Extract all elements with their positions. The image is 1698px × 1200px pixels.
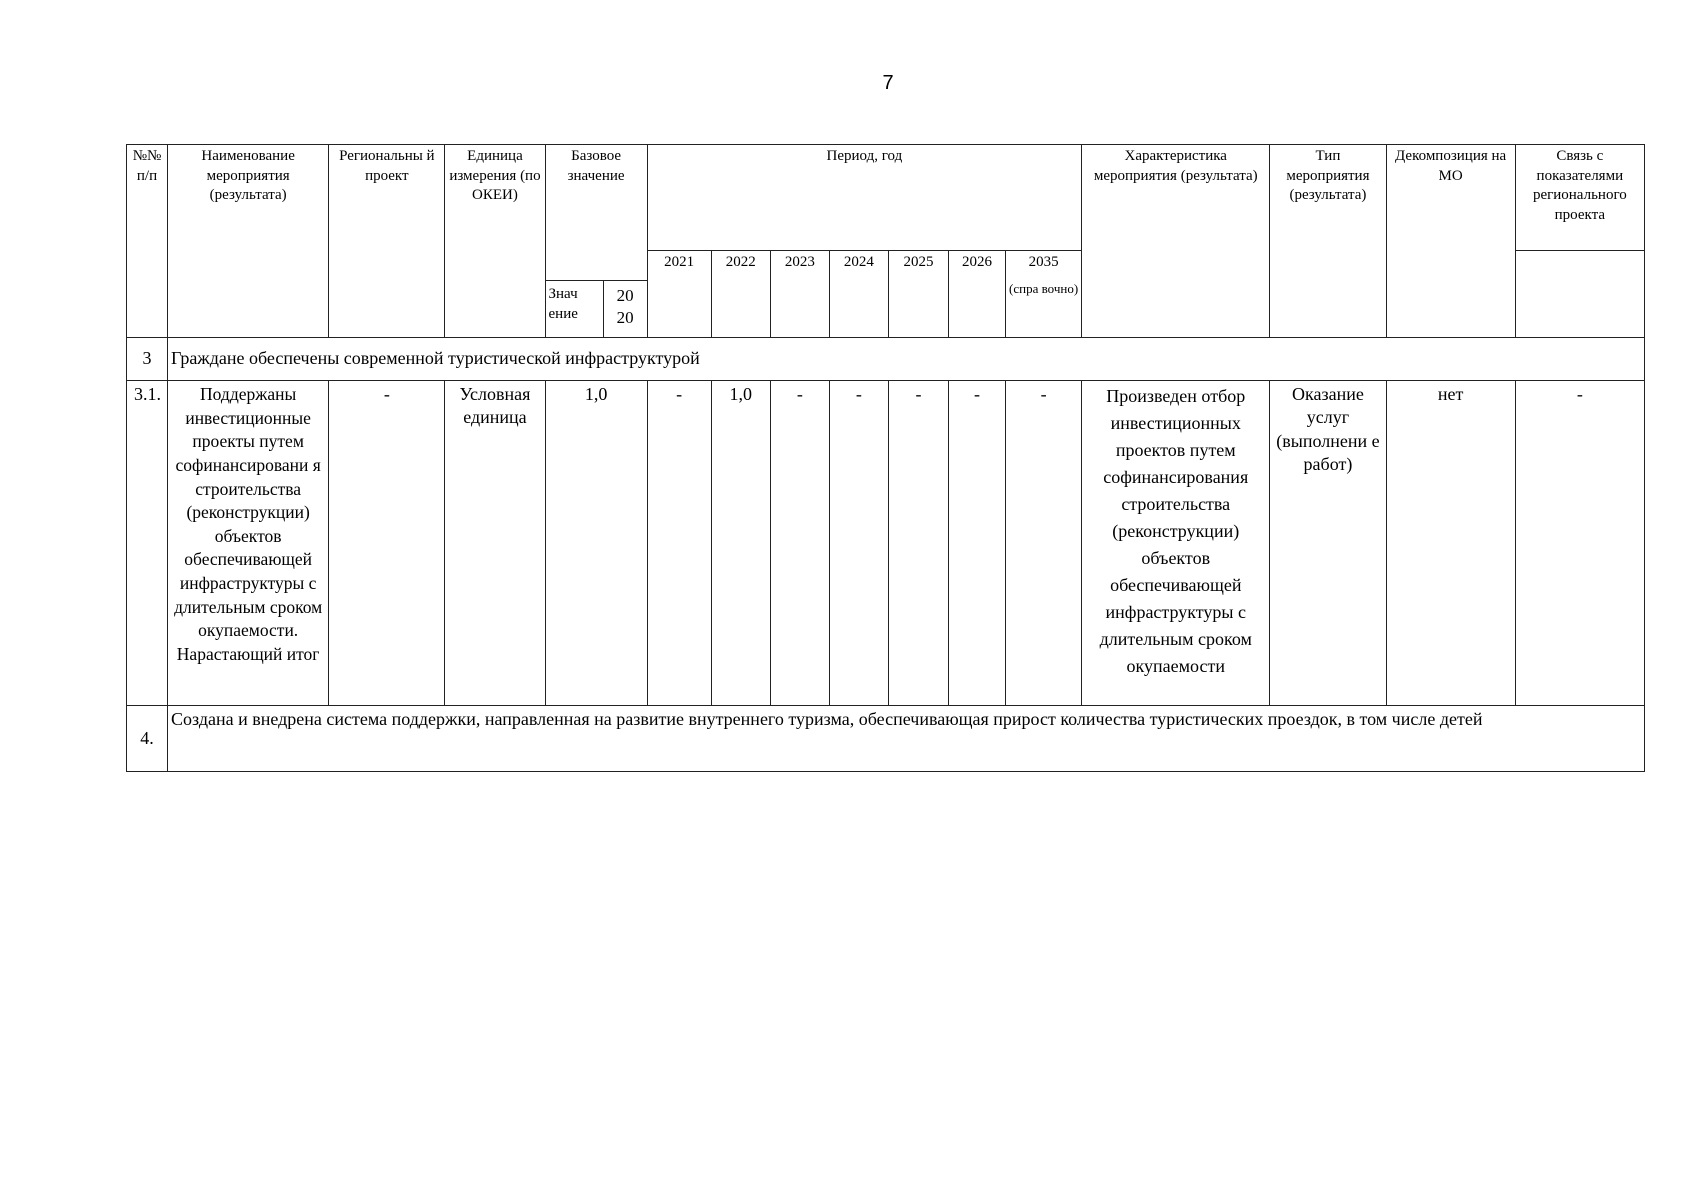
header-year-2025: 2025 bbox=[888, 251, 948, 338]
header-num: №№ п/п bbox=[127, 145, 168, 338]
section-4-title: Создана и внедрена система поддержки, направленная на развитие внутреннего туризма, обеспечивающая прирост количества туристических проездок, в том числе детей bbox=[168, 706, 1645, 772]
row-3-1-2024: - bbox=[829, 381, 888, 706]
row-3-1-2021: - bbox=[647, 381, 711, 706]
header-decomposition: Декомпозиция на МО bbox=[1386, 145, 1515, 338]
header-type: Тип мероприятия (результата) bbox=[1270, 145, 1386, 338]
row-3-1-2026: - bbox=[948, 381, 1005, 706]
header-unit: Единица измерения (по ОКЕИ) bbox=[445, 145, 545, 338]
activities-table bbox=[126, 144, 1645, 772]
section-3-title: Граждане обеспечены современной туристической инфраструктурой bbox=[168, 338, 1645, 381]
row-3-1-2023: - bbox=[770, 381, 829, 706]
header-base: Базовое значение bbox=[545, 145, 647, 281]
header-name: Наименование мероприятия (результата) bbox=[168, 145, 329, 338]
row-3-1-regional-project: - bbox=[329, 381, 445, 706]
header-base-value: Знач ение bbox=[545, 281, 603, 338]
row-3-1-2035: - bbox=[1006, 381, 1082, 706]
header-year-2026: 2026 bbox=[948, 251, 1005, 338]
row-3-1-link: - bbox=[1515, 381, 1644, 706]
header-characteristic: Характеристика мероприятия (результата) bbox=[1082, 145, 1270, 338]
header-year-2035-note: (спра вочно) bbox=[1009, 280, 1079, 296]
row-3-1-base-value: 1,0 bbox=[545, 381, 647, 706]
header-period: Период, год bbox=[647, 145, 1082, 251]
header-year-2021: 2021 bbox=[647, 251, 711, 338]
row-3-1-num: 3.1. bbox=[127, 381, 168, 706]
header-base-year: 20 20 bbox=[603, 281, 647, 338]
row-3-1-characteristic: Произведен отбор инвестиционных проектов путем софинансирования строительства (реконструкции) объектов обеспечивающей инфраструктуры с длительным сроком окупаемости bbox=[1082, 381, 1270, 706]
section-4-num: 4. bbox=[127, 706, 168, 772]
header-regional-project: Региональны й проект bbox=[329, 145, 445, 338]
row-3-1-decomposition: нет bbox=[1386, 381, 1515, 706]
header-link-blank bbox=[1515, 251, 1644, 338]
header-link: Связь с показателями регионального проекта bbox=[1515, 145, 1644, 251]
header-year-2024: 2024 bbox=[829, 251, 888, 338]
section-3-num: 3 bbox=[127, 338, 168, 381]
row-3-1-type: Оказание услуг (выполнени е работ) bbox=[1270, 381, 1386, 706]
header-year-2035 bbox=[1006, 251, 1082, 338]
row-3-1-name: Поддержаны инвестиционные проекты путем софинансировани я строительства (реконструкции) объектов обеспечивающей инфраструктуры с длительным сроком окупаемости. Нарастающий итог bbox=[168, 381, 329, 706]
header-year-2022: 2022 bbox=[711, 251, 770, 338]
header-year-2023: 2023 bbox=[770, 251, 829, 338]
header-year-2035-label: 2035 bbox=[1028, 254, 1059, 270]
row-3-1-unit: Условная единица bbox=[445, 381, 545, 706]
row-3-1-2022: 1,0 bbox=[711, 381, 770, 706]
row-3-1-2025: - bbox=[888, 381, 948, 706]
page-number: 7 bbox=[882, 72, 894, 94]
